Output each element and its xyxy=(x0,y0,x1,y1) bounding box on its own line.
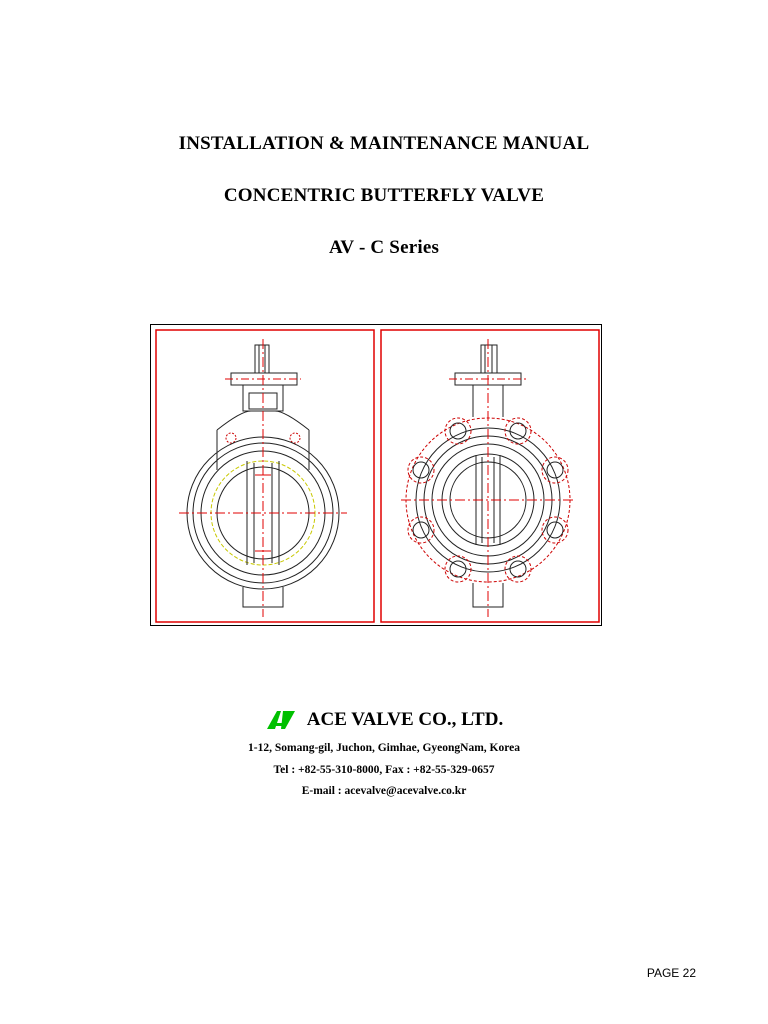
valve-drawing xyxy=(151,325,603,627)
wafer-valve-drawing xyxy=(179,339,347,617)
company-phone-fax: Tel : +82-55-310-8000, Fax : +82-55-329-0657 xyxy=(273,764,495,776)
company-header xyxy=(0,706,768,734)
lug-valve-drawing xyxy=(401,339,575,617)
wafer-view-border xyxy=(156,330,374,622)
product-title: CONCENTRIC BUTTERFLY VALVE xyxy=(223,185,545,206)
ace-valve-logo-icon xyxy=(265,709,297,731)
company-email: E-mail : acevalve@acevalve.co.kr xyxy=(301,785,467,797)
company-name: ACE VALVE CO., LTD. xyxy=(306,709,504,730)
page-number: PAGE 22 xyxy=(646,966,696,980)
document-title: INSTALLATION & MAINTENANCE MANUAL xyxy=(178,133,590,154)
company-address: 1-12, Somang-gil, Juchon, Gimhae, GyeongNam, Korea xyxy=(248,742,520,754)
series-title: AV - C Series xyxy=(328,237,440,258)
valve-drawing-frame xyxy=(150,324,602,626)
